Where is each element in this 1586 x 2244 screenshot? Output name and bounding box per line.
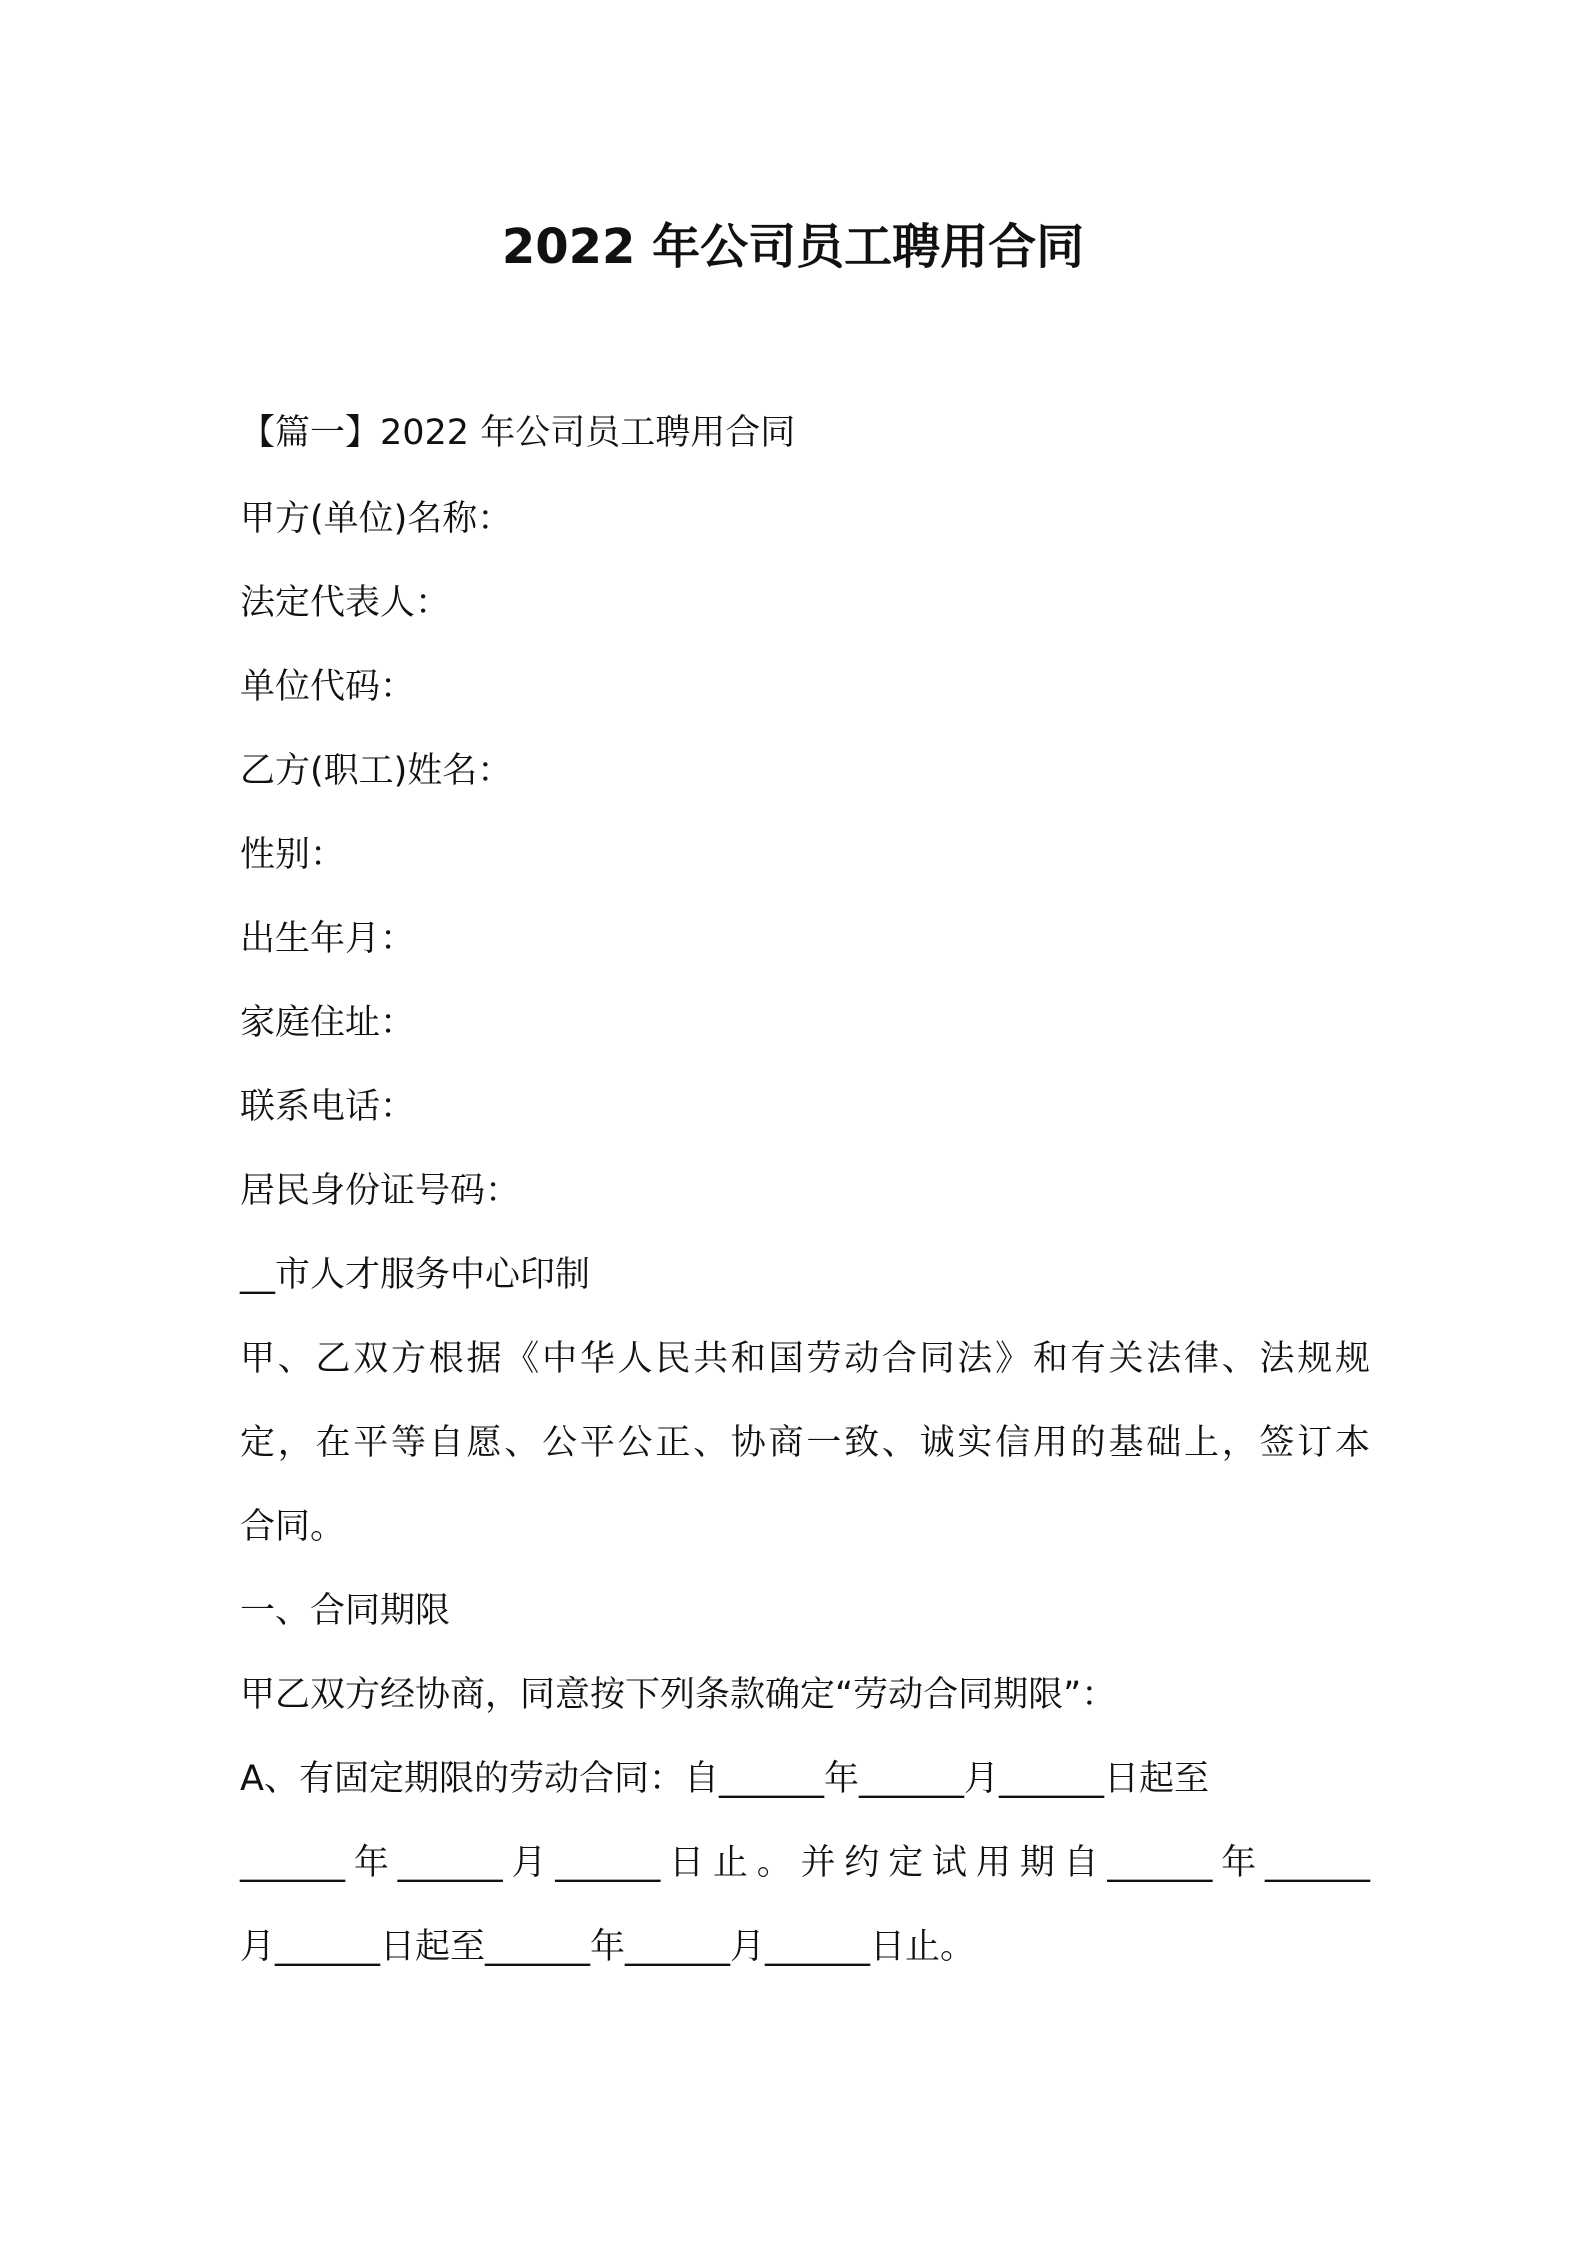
clause-a-line: A、有固定期限的劳动合同：自______年______月______日起至 bbox=[240, 1759, 1209, 1799]
field-employer-name: 甲方(单位)名称： bbox=[240, 499, 513, 539]
section-heading: 【篇一】2022 年公司员工聘用合同 bbox=[240, 413, 796, 453]
clause-heading: 一、合同期限 bbox=[240, 1591, 451, 1631]
field-id-number: 居民身份证号码： bbox=[240, 1171, 521, 1211]
document-title: 2022 年公司员工聘用合同 bbox=[501, 219, 1085, 275]
field-unit-code: 单位代码： bbox=[240, 667, 416, 707]
field-gender: 性别： bbox=[240, 835, 346, 875]
field-legal-representative: 法定代表人： bbox=[240, 583, 451, 623]
preamble-line: 定，在平等自愿、公平公正、协商一致、诚实信用的基础上，签订本 bbox=[240, 1423, 1370, 1463]
preamble-line: 合同。 bbox=[240, 1507, 346, 1547]
preamble-line: 甲、乙双方根据《中华人民共和国劳动合同法》和有关法律、法规规 bbox=[240, 1339, 1370, 1379]
field-birth-date: 出生年月： bbox=[240, 919, 416, 959]
clause-a-line: 月______日起至______年______月______日止。 bbox=[240, 1927, 976, 1967]
printer-line: __市人才服务中心印制 bbox=[240, 1255, 591, 1295]
field-home-address: 家庭住址： bbox=[240, 1003, 416, 1043]
clause-intro: 甲乙双方经协商，同意按下列条款确定“劳动合同期限”： bbox=[240, 1675, 1117, 1715]
clause-a-line: ______年______月______日止。并约定试用期自______年______ bbox=[240, 1843, 1370, 1883]
field-phone: 联系电话： bbox=[240, 1087, 416, 1127]
field-employee-name: 乙方(职工)姓名： bbox=[240, 751, 513, 791]
